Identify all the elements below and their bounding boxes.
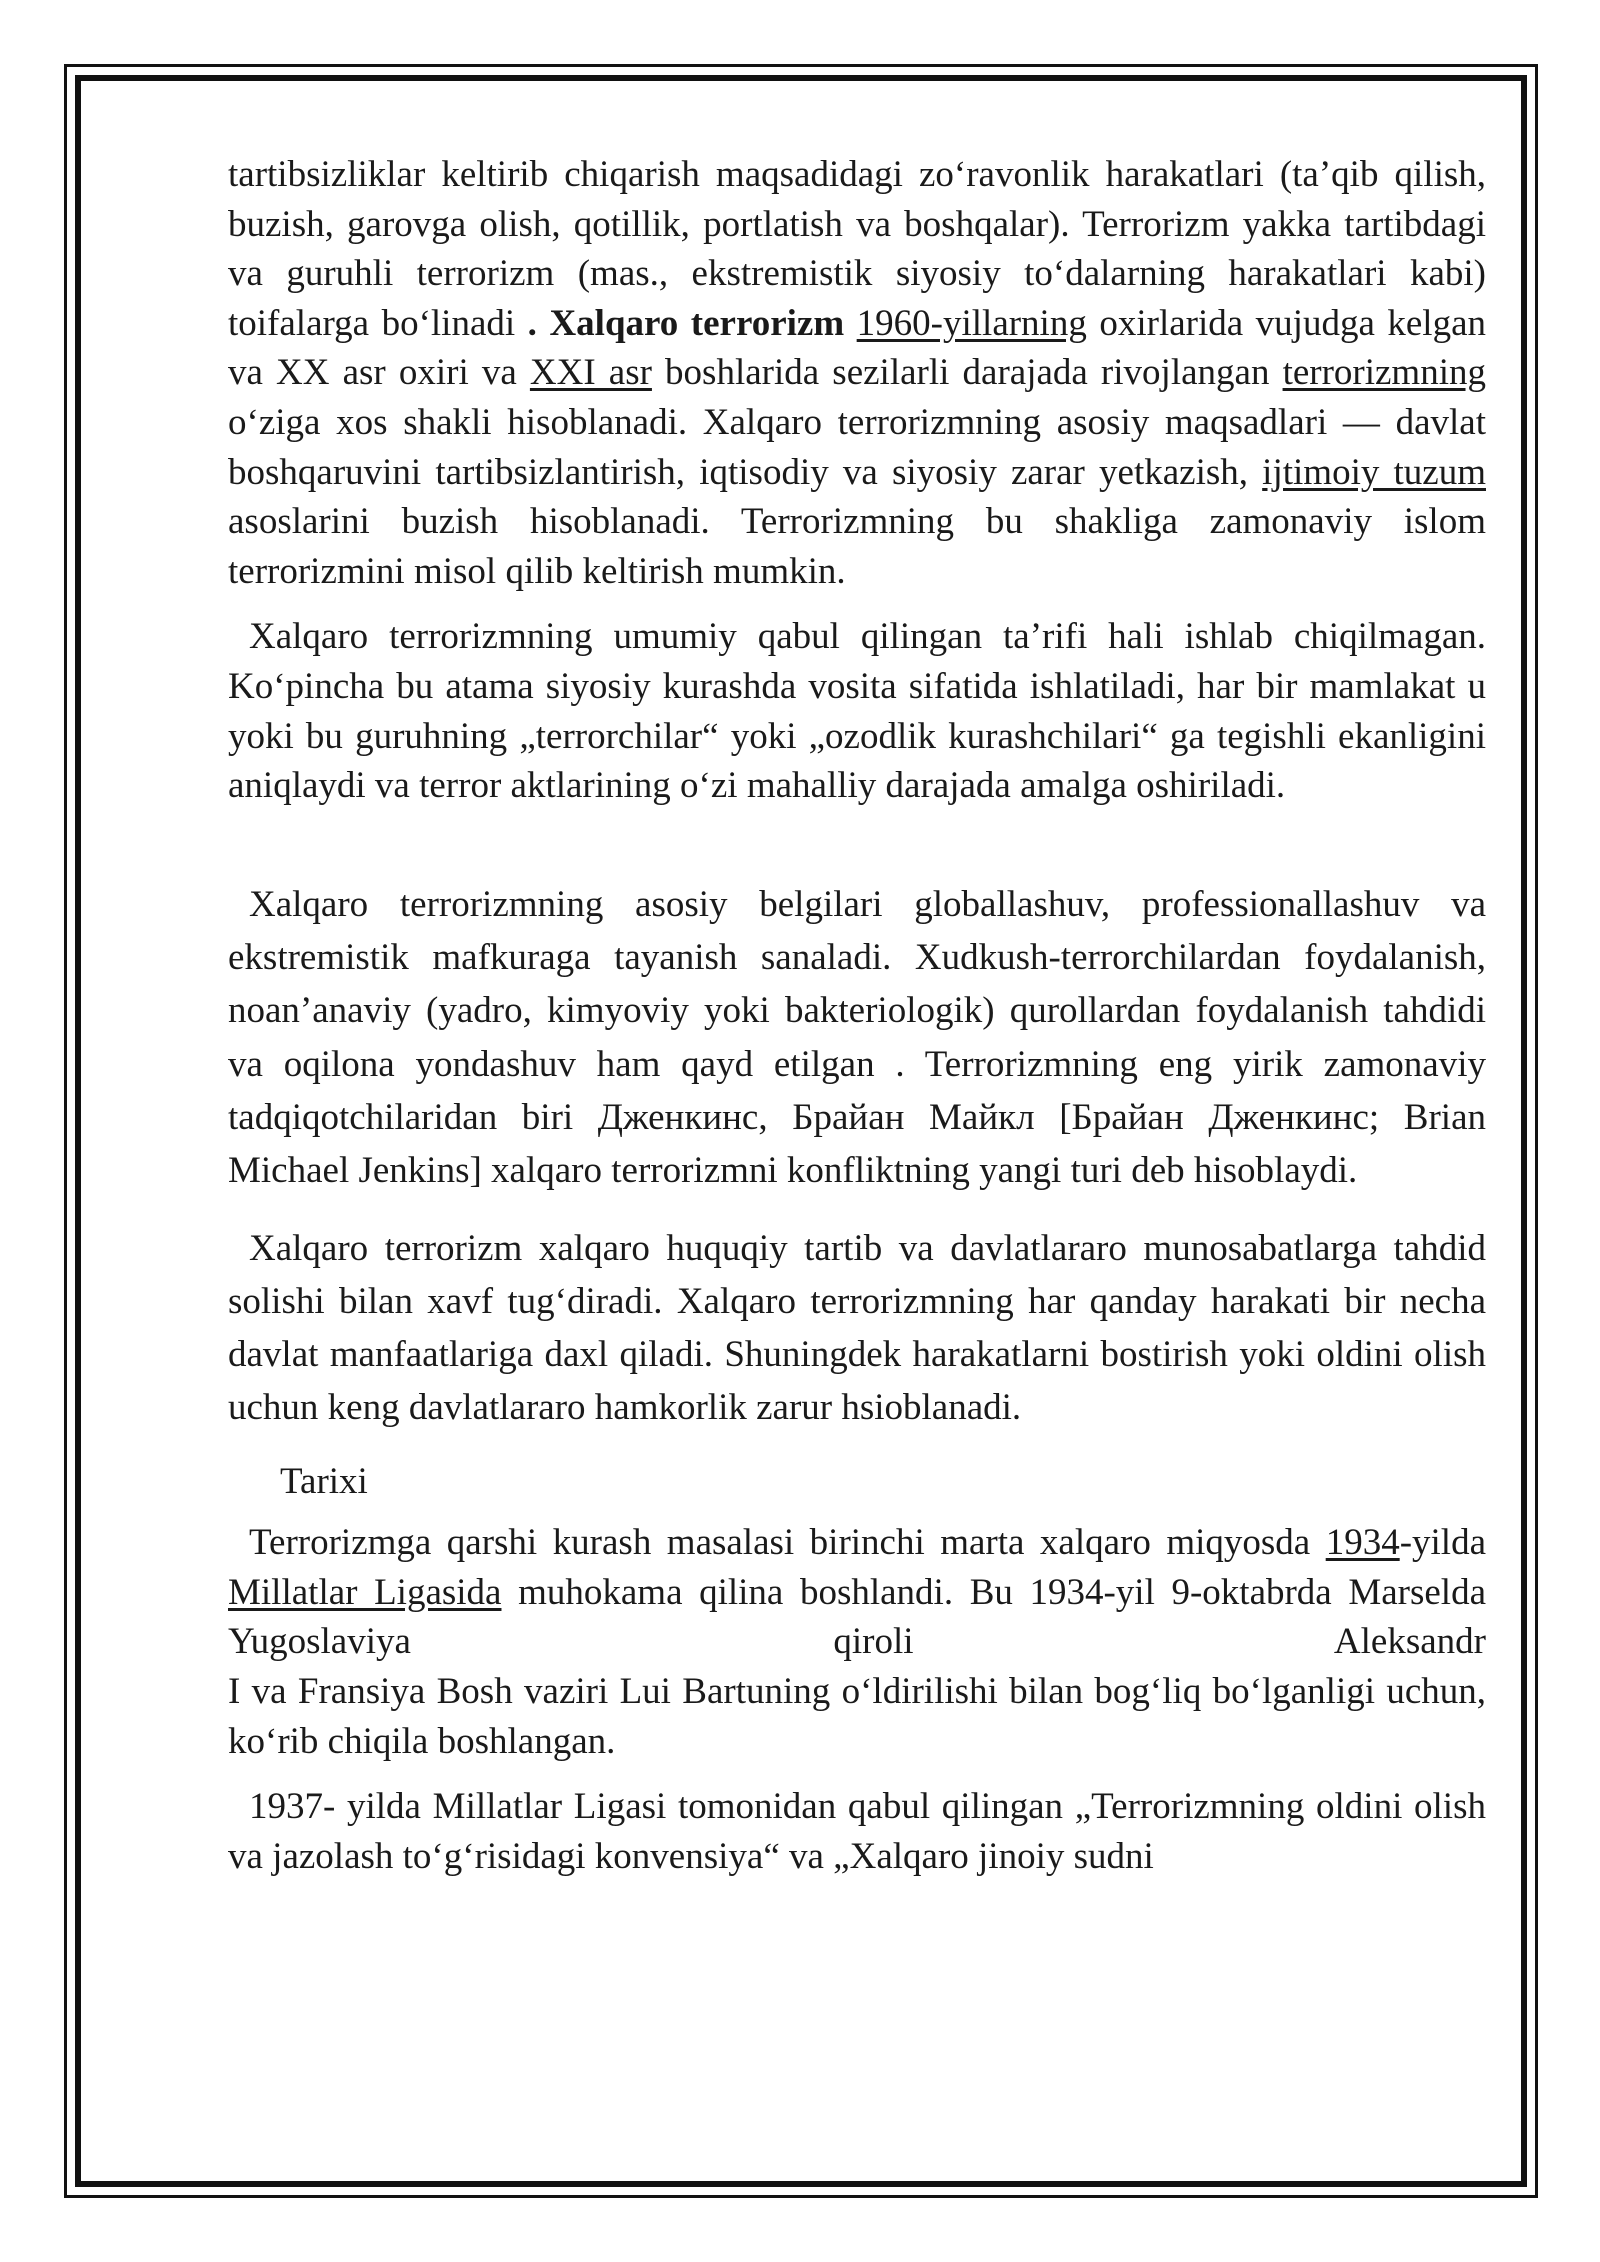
paragraph-text: asoslarini buzish hisoblanadi. Terrorizmning bu shakliga zamonaviy islom terrorizmini misol qilib keltirish mumkin. (228, 501, 1486, 592)
paragraph-history (228, 1518, 1486, 1766)
link-millatlar-ligasida[interactable]: Millatlar Ligasida (228, 1571, 502, 1613)
paragraph-definition: Xalqaro terrorizmning umumiy qabul qilingan ta’rifi hali ishlab chiqilmagan. Koʻpincha bu atama siyosiy kurashda vosita sifatida ishlatiladi, har bir mamlakat u yoki bu guruhning „terrorchilar“ yoki „ozodlik kurashchilari“ ga tegishli ekanligini aniqlaydi va terror aktlarining oʻzi mahalliy darajada amalga oshiriladi. (228, 616, 1486, 807)
document-body (228, 150, 1486, 1881)
link-xxi-asr[interactable]: XXI asr (529, 352, 652, 394)
paragraph-1937: 1937- yilda Millatlar Ligasi tomonidan qabul qilingan „Terrorizmning oldini olish va jazolash toʻgʻrisidagi konvensiya“ va „Xalqaro jinoiy sudni (228, 1786, 1486, 1877)
history-line-2: I va Fransiya Bosh vaziri Lui Bartuning oʻldirilishi bilan bogʻliq boʻlganligi uchun, koʻrib chiqila boshlangan. (228, 1671, 1486, 1762)
paragraph-text: oʻziga xos shakli hisoblanadi. Xalqaro terrorizmning asosiy maqsadlari — davlat boshqaruvini tartibsizlantirish, iqtisodiy va siyosiy zarar yetkazish, (228, 401, 1486, 493)
link-terrorizmning[interactable]: terrorizmning (1282, 352, 1486, 394)
history-line-1 (228, 1518, 1486, 1667)
paragraph-signs: Xalqaro terrorizmning asosiy belgilari globallashuv, professionallashuv va ekstremistik mafkuraga tayanish sanaladi. Xudkush-terrorchilardan foydalanish, noan’anaviy (yadro, kimyoviy yoki bakteriologik) qurollardan foydalanish tahdidi va oqilona yondashuv ham qayd etilgan . Terrorizmning eng yirik zamonaviy tadqiqotchilaridan biri Дженкинс, Брайан Майкл [Брайан Дженкинс; Brian Michael Jenkins] xalqaro terrorizmni konfliktning yangi turi deb hisoblaydi. (228, 883, 1486, 1192)
link-1960-yillarning[interactable]: 1960-yillarning (856, 302, 1087, 344)
paragraph-text: oxirlarida vujudga kelgan va XX asr oxiri va (228, 302, 1487, 394)
link-ijtimoiy-tuzum[interactable]: ijtimoiy tuzum (1262, 451, 1486, 493)
paragraph-text: tartibsizliklar keltirib chiqarish maqsadidagi zoʻravonlik harakatlari (ta’qib qilish, buzish, garovga olish, qotillik, portlatish va boshqalar). Terrorizm yakka tartibdagi va guruhli terrorizm (mas., ekstremistik siyosiy toʻdalarning harakatlari kabi) toifalarga boʻlinadi (228, 154, 1486, 344)
paragraph-text: Terrorizmga qarshi kurash masalasi birinchi marta xalqaro miqyosda (249, 1522, 1326, 1564)
paragraph-intro (228, 150, 1486, 596)
paragraph-text: muhokama qilina boshlandi. Bu 1934-yil 9-oktabrda Marselda Yugoslaviya qiroli Aleksandr (228, 1571, 1486, 1663)
link-1934[interactable]: 1934 (1325, 1522, 1400, 1564)
paragraph-text: -yilda (1399, 1522, 1486, 1564)
paragraph-threat: Xalqaro terrorizm xalqaro huquqiy tartib va davlatlararo munosabatlarga tahdid solishi bilan xavf tugʻdiradi. Xalqaro terrorizmning har qanday harakati bir necha davlat manfaatlariga daxl qiladi. Shuningdek harakatlarni bostirish yoki oldini olish uchun keng davlatlararo hamkorlik zarur hsioblanadi. (228, 1227, 1486, 1429)
paragraph-text: boshlarida sezilarli darajada rivojlangan (651, 352, 1283, 394)
bold-term-xalqaro-terrorizm: Xalqaro terrorizm (549, 302, 845, 344)
section-heading-tarixi: Tarixi (280, 1460, 368, 1502)
bold-dot: . (515, 302, 550, 344)
